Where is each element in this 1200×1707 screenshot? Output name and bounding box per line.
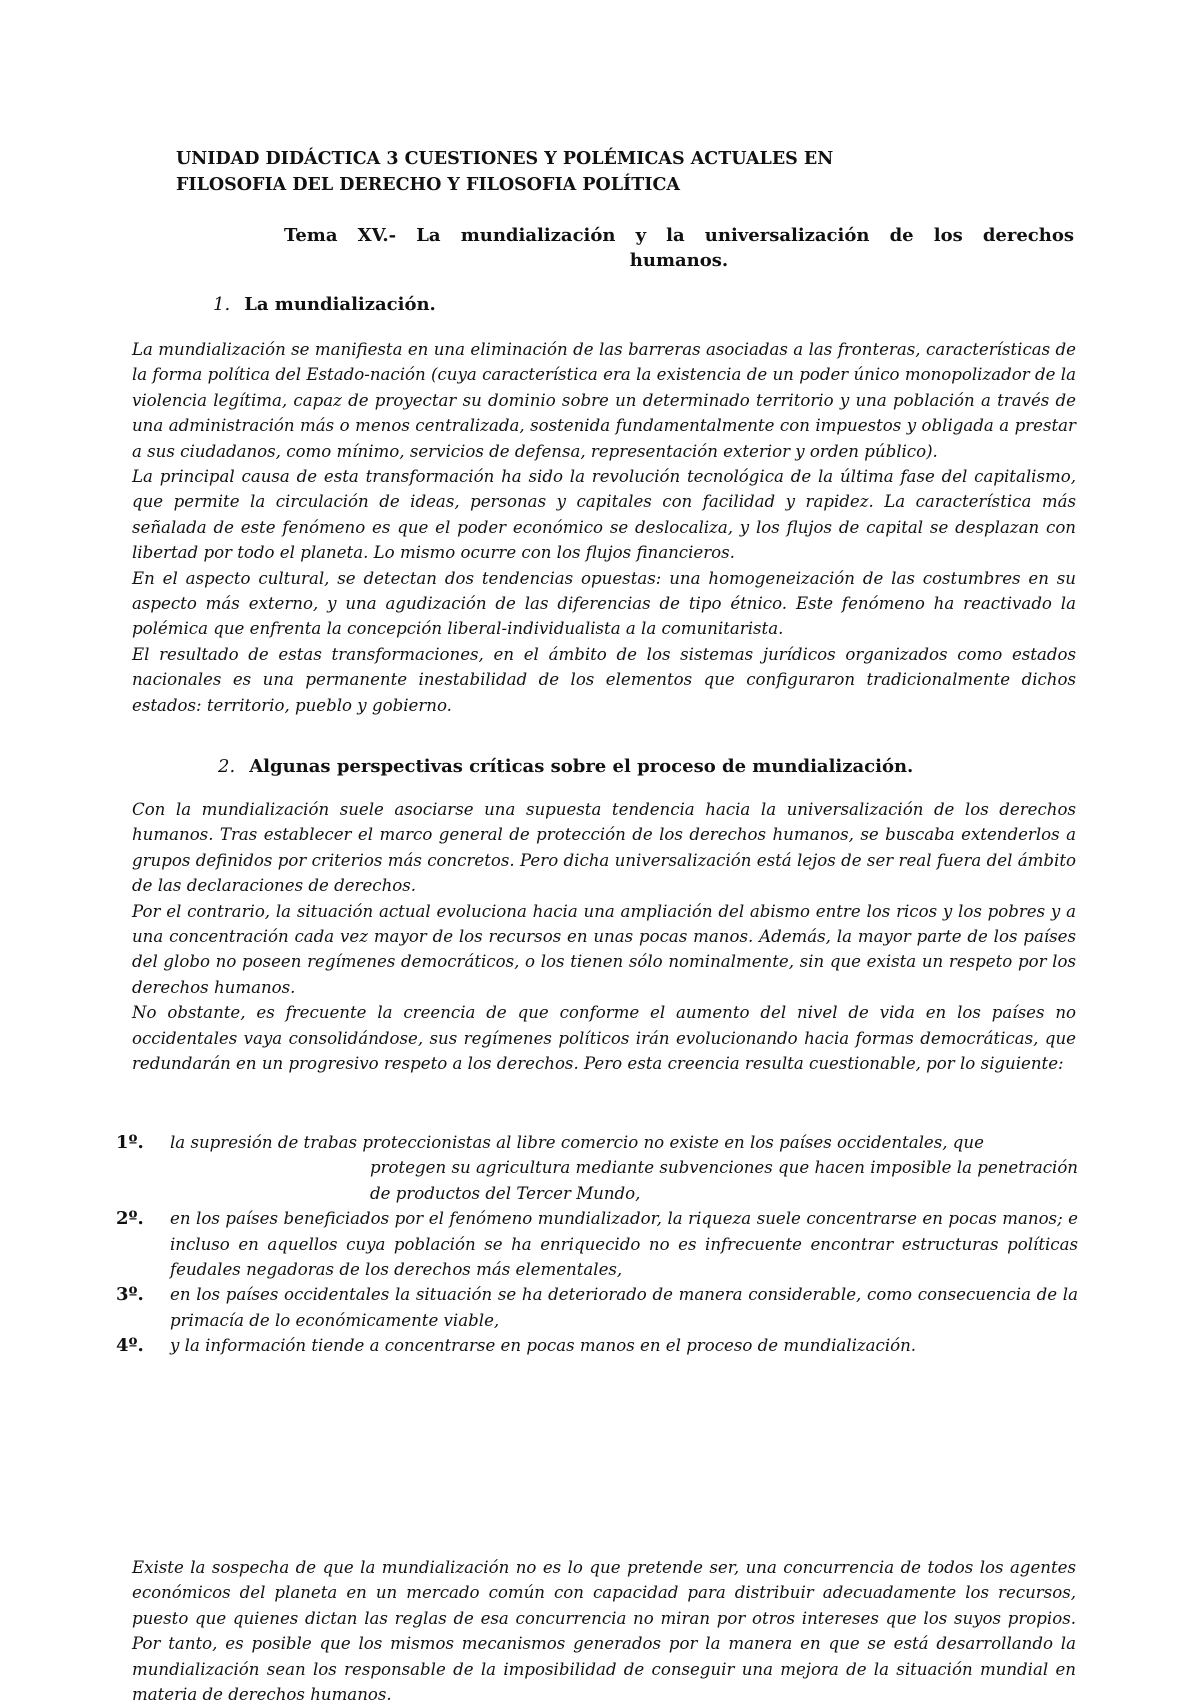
closing-body [132,1555,1076,1707]
section-2-title: Algunas perspectivas críticas sobre el proceso de mundialización. [249,756,914,777]
list-item-text: en los países beneficiados por el fenómeno mundializador, la riqueza suele concentrarse en pocas manos; e incluso en aquellos cuya población se ha enriquecido no es infrecuente encontrar estructuras políticas feudales negadoras de los derechos más elementales, [170,1209,1078,1280]
list-item [116,1130,1078,1206]
list-item [116,1206,1078,1282]
topic-title-line-2: humanos. [629,250,729,271]
paragraph: La mundialización se manifiesta en una eliminación de las barreras asociadas a las fronteras, características de la forma política del Estado-nación (cuya característica era la existencia de un poder único monopolizador de la violencia legítima, capaz de proyectar su dominio sobre un determinado territorio y una población a través de una administración más o menos centralizada, sostenida fundamentalmente con impuestos y obligada a prestar a sus ciudadanos, como mínimo, servicios de defensa, representación exterior y orden público). [132,340,1076,461]
list-item-text: la supresión de trabas proteccionistas al libre comercio no existe en los países occidentales, que [170,1133,984,1152]
unit-header-line-2: FILOSOFIA DEL DERECHO Y FILOSOFIA POLÍTICA [176,175,680,195]
topic-title [284,223,1074,273]
paragraph: El resultado de estas transformaciones, en el ámbito de los sistemas jurídicos organizados como estados nacionales es una permanente inestabilidad de los elementos que configuraron tradicionalmente dichos estados: territorio, pueblo y gobierno. [132,644,1076,715]
list-item-number: 1º. [116,1132,144,1153]
unit-header [176,146,1076,198]
list-item-number: 2º. [116,1208,144,1230]
topic-title-line-1: Tema XV.- La mundialización y la universalización de los derechos [284,225,1074,246]
paragraph: En el aspecto cultural, se detectan dos tendencias opuestas: una homogeneización de las costumbres en su aspecto más externo, y una agudización de las diferencias de tipo étnico. Este fenómeno ha reactivado la polémica que enfrenta la concepción liberal-individualista a la comunitarista. [132,568,1076,639]
paragraph: No obstante, es frecuente la creencia de que conforme el aumento del nivel de vida en los países no occidentales vaya consolidándose, sus regímenes políticos irán evolucionando hacia formas democráticas, que redundarán en un progresivo respeto a los derechos. Pero esta creencia resulta cuestionable, por lo siguiente: [132,1003,1076,1074]
list-item-number: 3º. [116,1284,144,1306]
section-2-heading [218,756,913,777]
section-1-number: 1. [213,294,231,315]
unit-header-line-1: UNIDAD DIDÁCTICA 3 CUESTIONES Y POLÉMICAS ACTUALES EN [176,149,834,169]
list-item-text-continued: protegen su agricultura mediante subvenciones que hacen imposible la penetración de productos del Tercer Mundo, [370,1158,1078,1203]
list-item-number: 4º. [116,1335,144,1357]
list-item-text: en los países occidentales la situación se ha deteriorado de manera considerable, como consecuencia de la primacía de lo económicamente viable, [170,1285,1078,1330]
paragraph: Con la mundialización suele asociarse una supuesta tendencia hacia la universalización de los derechos humanos. Tras establecer el marco general de protección de los derechos humanos, se buscaba extenderlos a grupos definidos por criterios más concretos. Pero dicha universalización está lejos de ser real fuera del ámbito de las declaraciones de derechos. [132,800,1076,896]
section-2-number: 2. [218,756,236,777]
paragraph: Existe la sospecha de que la mundialización no es lo que pretende ser, una concurrencia de todos los agentes económicos del planeta en un mercado común con capacidad para distribuir adecuadamente los recursos, puesto que quienes dictan las reglas de esa concurrencia no miran por otros intereses que los suyos propios. Por tanto, es posible que los mismos mecanismos generados por la manera en que se está desarrollando la mundialización sean los responsable de la imposibilidad de conseguir una mejora de la situación mundial en materia de derechos humanos. [132,1558,1076,1705]
paragraph: Por el contrario, la situación actual evoluciona hacia una ampliación del abismo entre los ricos y los pobres y a una concentración cada vez mayor de los recursos en unas pocas manos. Además, la mayor parte de los países del globo no poseen regímenes democráticos, o los tienen sólo nominalmente, sin que exista un respeto por los derechos humanos. [132,901,1076,997]
reasons-list [116,1130,1078,1359]
section-1-heading [213,294,436,315]
section-2-body [132,797,1076,1076]
section-1-title: La mundialización. [244,294,436,315]
section-1-body [132,337,1076,718]
list-item [116,1333,1078,1358]
paragraph: La principal causa de esta transformación ha sido la revolución tecnológica de la última fase del capitalismo, que permite la circulación de ideas, personas y capitales con facilidad y rapidez. La característica más señalada de este fenómeno es que el poder económico se deslocaliza, y los flujos de capital se desplazan con libertad por todo el planeta. Lo mismo ocurre con los flujos financieros. [132,467,1076,563]
list-item-text: y la información tiende a concentrarse en pocas manos en el proceso de mundialización. [170,1336,917,1356]
list-item [116,1282,1078,1333]
